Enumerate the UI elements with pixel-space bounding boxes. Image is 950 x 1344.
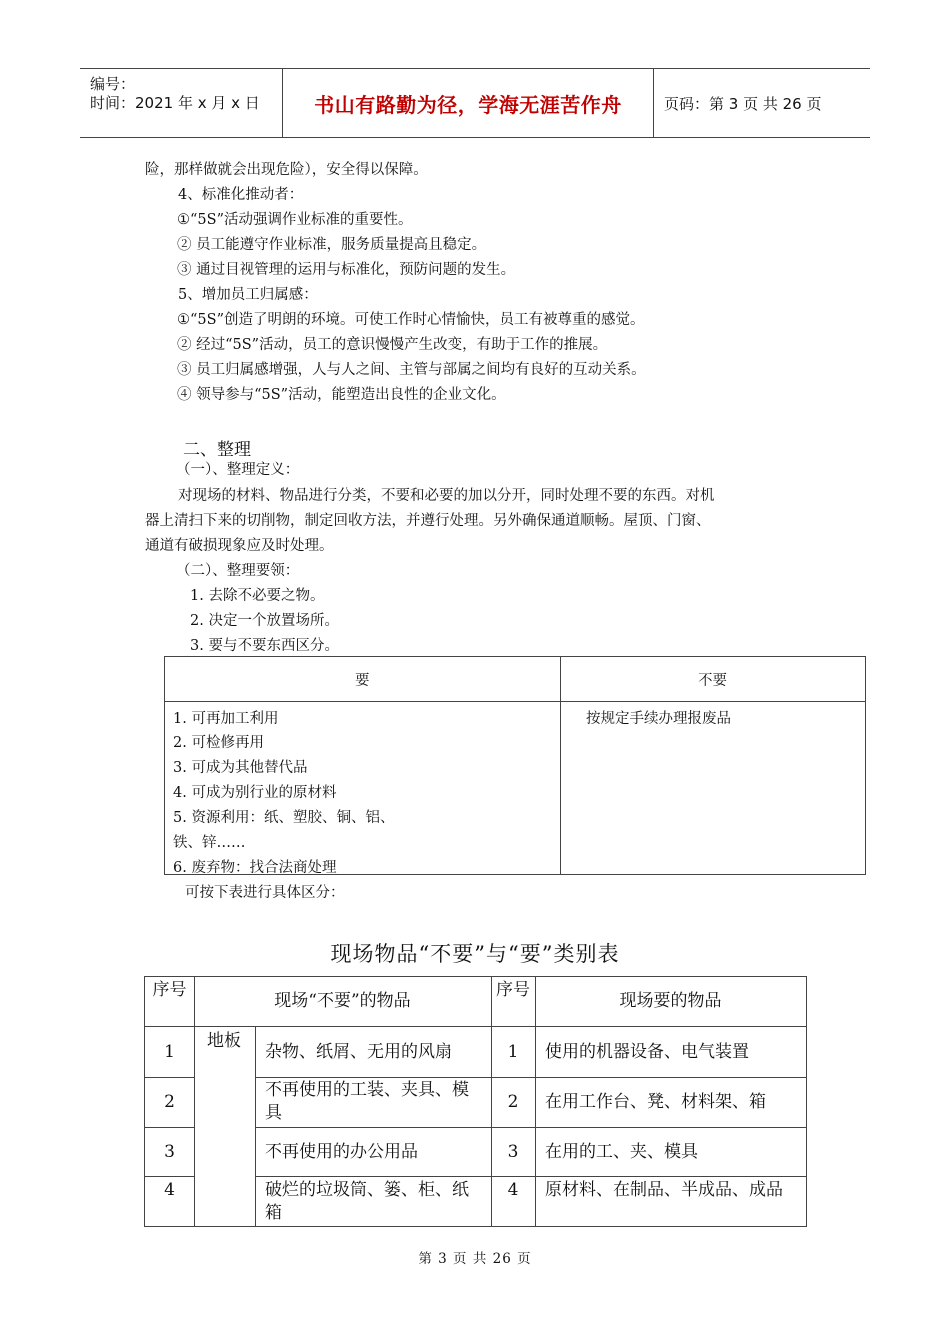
row-seq: 4 [507,1180,519,1200]
page-header [80,68,870,138]
col-header-not-want: 不要 [698,673,727,689]
text-line: ② 员工能遵守作业标准，服务质量提高且稳定。 [177,237,487,253]
col-header-not-want: 现场“不要”的物品 [274,991,411,1011]
not-want-cell: 不再使用的办公用品 [265,1142,418,1162]
not-want-cell: 不再使用的工装、夹具、模具 [265,1080,469,1123]
text-line: 4、标准化推动者： [178,187,304,203]
definition-text: 器上清扫下来的切削物，制定回收方法，并遵行处理。另外确保通道顺畅。屋顶、门窗、 [145,513,711,529]
definition-heading: （一）、整理定义： [176,462,300,478]
motto: 书山有路勤为径，学海无涯苦作舟 [314,92,622,117]
want-item: 4. 可成为别行业的原材料 [173,785,337,801]
text-line: 险，那样做就会出现危险），安全得以保障。 [145,162,428,178]
category-table [144,976,807,1227]
text-line: ③ 通过目视管理的运用与标准化，预防问题的发生。 [177,262,516,278]
not-want-cell: 杂物、纸屑、无用的风扇 [265,1042,452,1062]
col-header-seq: 序号 [152,980,187,1000]
want-cell: 在用的工、夹、模具 [545,1142,698,1162]
definition-text: 对现场的材料、物品进行分类，不要和必要的加以分开，同时处理不要的东西。对机 [178,488,715,504]
col-header-seq: 序号 [496,980,530,1000]
points-heading: （二）、整理要领： [176,563,300,579]
header-meta [80,69,283,137]
col-header-want: 现场要的物品 [619,991,722,1011]
row-seq: 4 [164,1180,175,1200]
want-cell: 原材料、在制品、半成品、成品 [545,1180,783,1200]
want-item: 3. 可成为其他替代品 [173,760,308,776]
col-header-want: 要 [355,673,370,689]
want-item: 1. 可再加工利用 [173,711,279,727]
want-item: 铁、锌…… [173,835,246,851]
definition-text: 通道有破损现象应及时处理。 [145,538,334,554]
text-line: ①“5S”活动强调作业标准的重要性。 [177,212,413,228]
category-label: 地板 [207,1031,241,1051]
text-line: ③ 员工归属感增强，人与人之间、主管与部属之间均有良好的互动关系。 [177,362,646,378]
code-label: 编号： [90,75,136,93]
want-item: 2. 可检修再用 [173,735,264,751]
not-want-cell: 破烂的垃圾筒、篓、柜、纸箱 [265,1180,469,1223]
table-intro-text: 可按下表进行具体区分： [185,885,345,901]
want-item: 5. 资源利用：纸、塑胶、铜、铝、 [173,810,395,826]
row-seq: 2 [164,1092,175,1112]
point-item: 2. 决定一个放置场所。 [190,613,339,629]
point-item: 1. 去除不必要之物。 [190,588,325,604]
page-footer: 第 3 页 共 26 页 [418,1251,532,1267]
category-table-title: 现场物品“不要”与“要”类别表 [330,942,620,966]
row-seq: 3 [164,1142,175,1162]
row-seq: 3 [507,1142,519,1162]
text-line: 5、增加员工归属感： [178,287,318,303]
page-number-label: 页码：第 3 页 共 26 页 [664,94,822,113]
header-motto-cell [283,69,654,137]
row-seq: 1 [164,1042,175,1062]
point-item: 3. 要与不要东西区分。 [190,638,339,654]
not-want-item: 按规定手续办理报废品 [586,711,731,727]
want-item: 6. 废弃物：找合法商处理 [173,860,337,876]
want-cell: 使用的机器设备、电气装置 [545,1042,749,1062]
text-line: ② 经过“5S”活动，员工的意识慢慢产生改变，有助于工作的推展。 [177,337,608,353]
want-cell: 在用工作台、凳、材料架、箱 [545,1092,766,1112]
row-seq: 1 [507,1042,519,1062]
date-label: 时间：2021 年 x 月 x 日 [90,94,260,112]
text-line: ④ 领导参与“5S”活动，能塑造出良性的企业文化。 [177,387,506,403]
row-seq: 2 [507,1092,519,1112]
want-not-want-table [164,656,866,875]
section-title: 二、整理 [183,440,251,460]
text-line: ①“5S”创造了明朗的环境。可使工作时心情愉快，员工有被尊重的感觉。 [177,312,645,328]
